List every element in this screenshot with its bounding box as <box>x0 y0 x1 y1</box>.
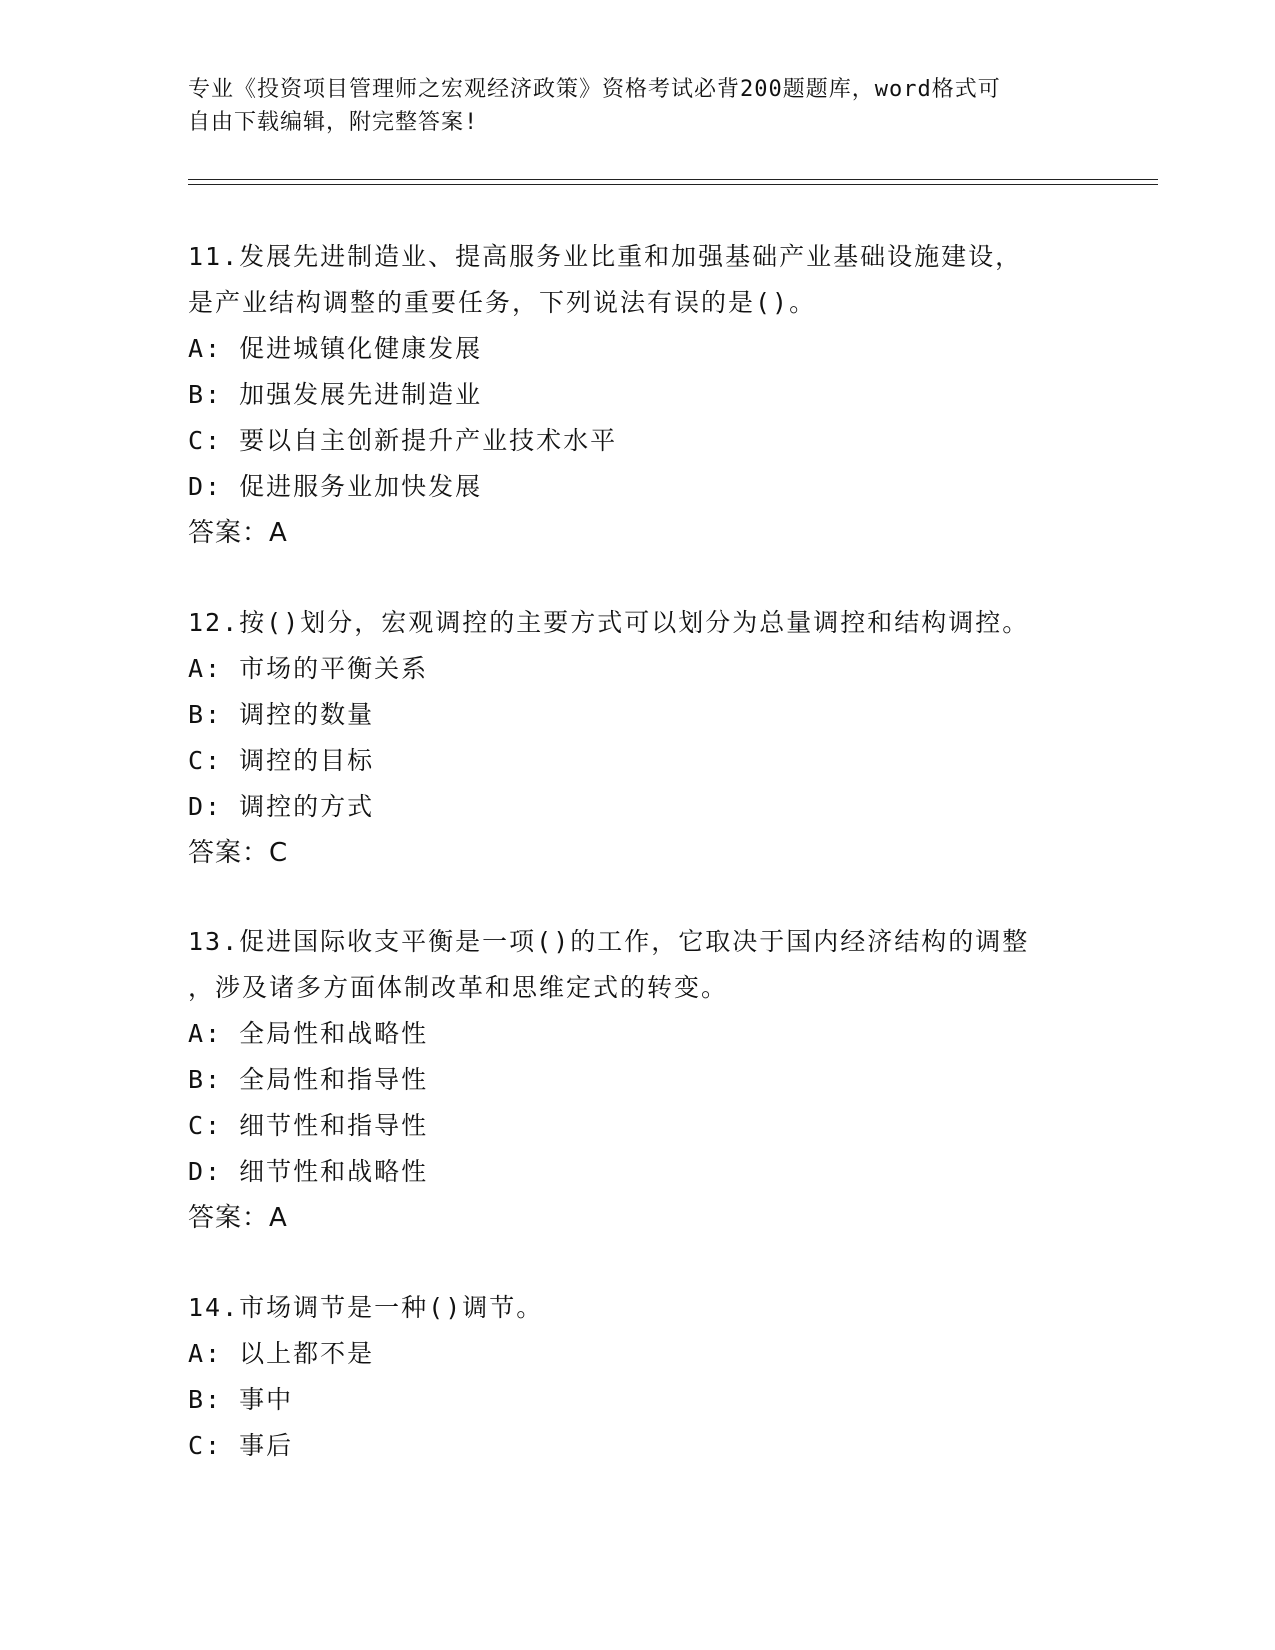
option-a: A: 以上都不是 <box>188 1339 375 1368</box>
option-a: A: 全局性和战略性 <box>188 1019 429 1048</box>
question-stem-line: 14.市场调节是一种()调节。 <box>188 1293 544 1322</box>
option-d: D: 促进服务业加快发展 <box>188 472 483 501</box>
question-stem-line: 是产业结构调整的重要任务，下列说法有误的是()。 <box>188 288 817 317</box>
option-c: C: 事后 <box>188 1431 294 1460</box>
document-header <box>188 73 1068 139</box>
option-b: B: 加强发展先进制造业 <box>188 380 483 409</box>
option-d: D: 细节性和战略性 <box>188 1157 429 1186</box>
header-divider-top <box>188 179 1158 180</box>
question-12 <box>188 600 1088 876</box>
answer: 答案：A <box>188 518 288 548</box>
option-c: C: 要以自主创新提升产业技术水平 <box>188 426 618 455</box>
option-b: B: 事中 <box>188 1385 294 1414</box>
option-d: D: 调控的方式 <box>188 792 375 821</box>
option-c: C: 调控的目标 <box>188 746 375 775</box>
question-stem-line: 11.发展先进制造业、提高服务业比重和加强基础产业基础设施建设， <box>188 242 1023 271</box>
question-stem-line: 12.按()划分，宏观调控的主要方式可以划分为总量调控和结构调控。 <box>188 608 1030 637</box>
option-c: C: 细节性和指导性 <box>188 1111 429 1140</box>
question-stem-line: 13.促进国际收支平衡是一项()的工作，它取决于国内经济结构的调整 <box>188 927 1030 956</box>
question-11 <box>188 234 1088 556</box>
question-14 <box>188 1285 1088 1469</box>
header-title-line-2: 自由下载编辑，附完整答案! <box>188 110 479 135</box>
header-divider-bottom <box>188 184 1158 185</box>
answer: 答案：C <box>188 838 289 868</box>
option-a: A: 促进城镇化健康发展 <box>188 334 483 363</box>
option-b: B: 调控的数量 <box>188 700 375 729</box>
question-stem-line: ，涉及诸多方面体制改革和思维定式的转变。 <box>188 973 729 1002</box>
header-title-line-1: 专业《投资项目管理师之宏观经济政策》资格考试必背200题题库，word格式可 <box>188 77 1001 102</box>
question-13 <box>188 919 1088 1241</box>
option-a: A: 市场的平衡关系 <box>188 654 429 683</box>
option-b: B: 全局性和指导性 <box>188 1065 429 1094</box>
answer: 答案：A <box>188 1203 288 1233</box>
